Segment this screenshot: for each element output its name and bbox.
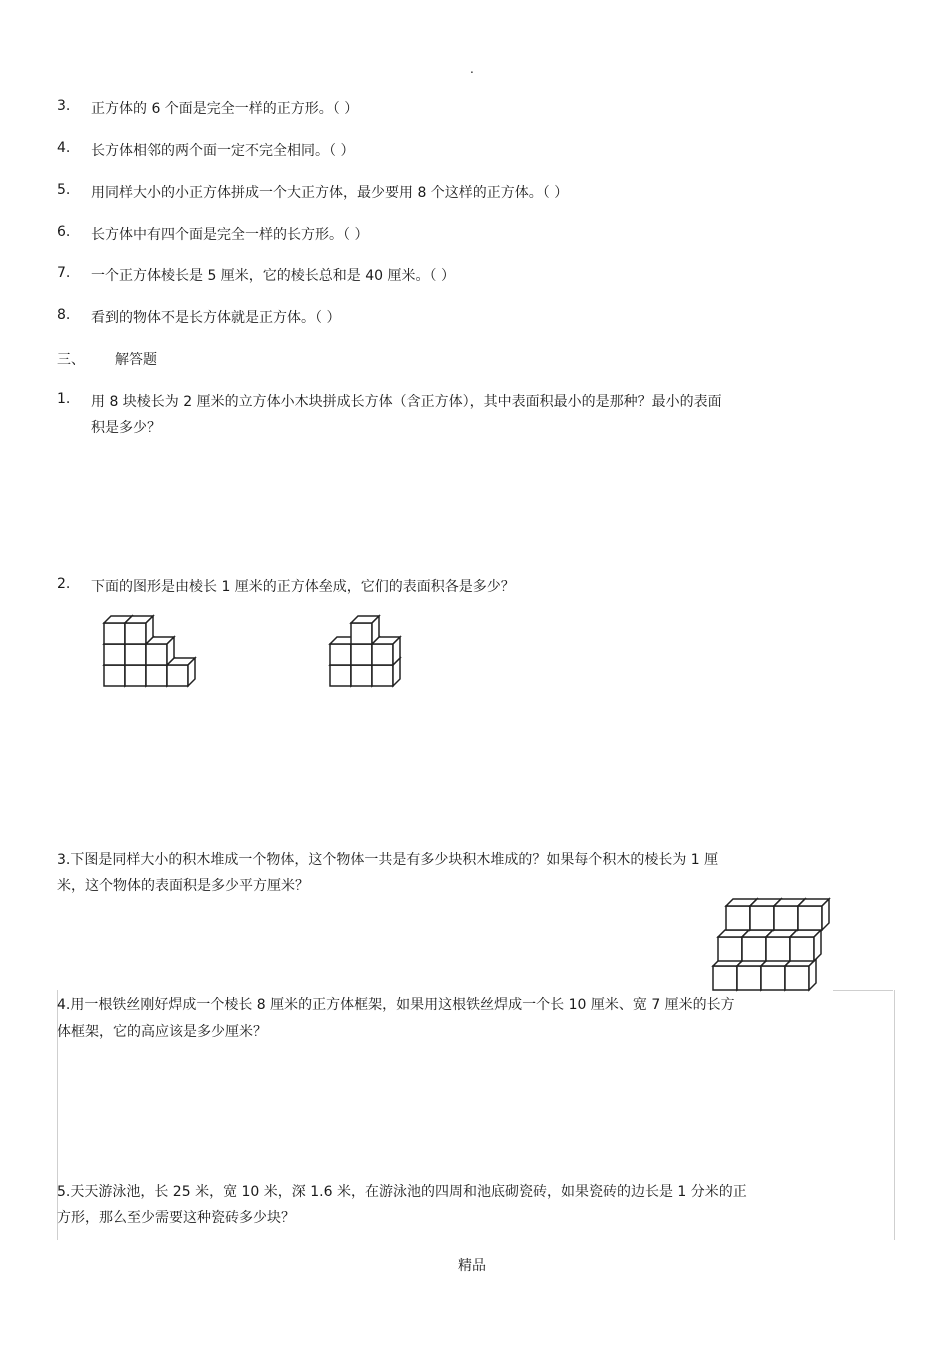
unit-cube [167, 658, 195, 686]
unit-cube [785, 959, 816, 990]
answer-frame-top [833, 990, 893, 991]
header-mark: . [470, 62, 474, 76]
unit-cube [125, 616, 153, 644]
unit-cube [351, 616, 379, 644]
unit-cube [790, 930, 821, 961]
unit-cube [372, 637, 400, 665]
unit-cube [798, 899, 829, 930]
unit-cube [146, 637, 174, 665]
footer-label: 精品 [458, 1258, 486, 1274]
